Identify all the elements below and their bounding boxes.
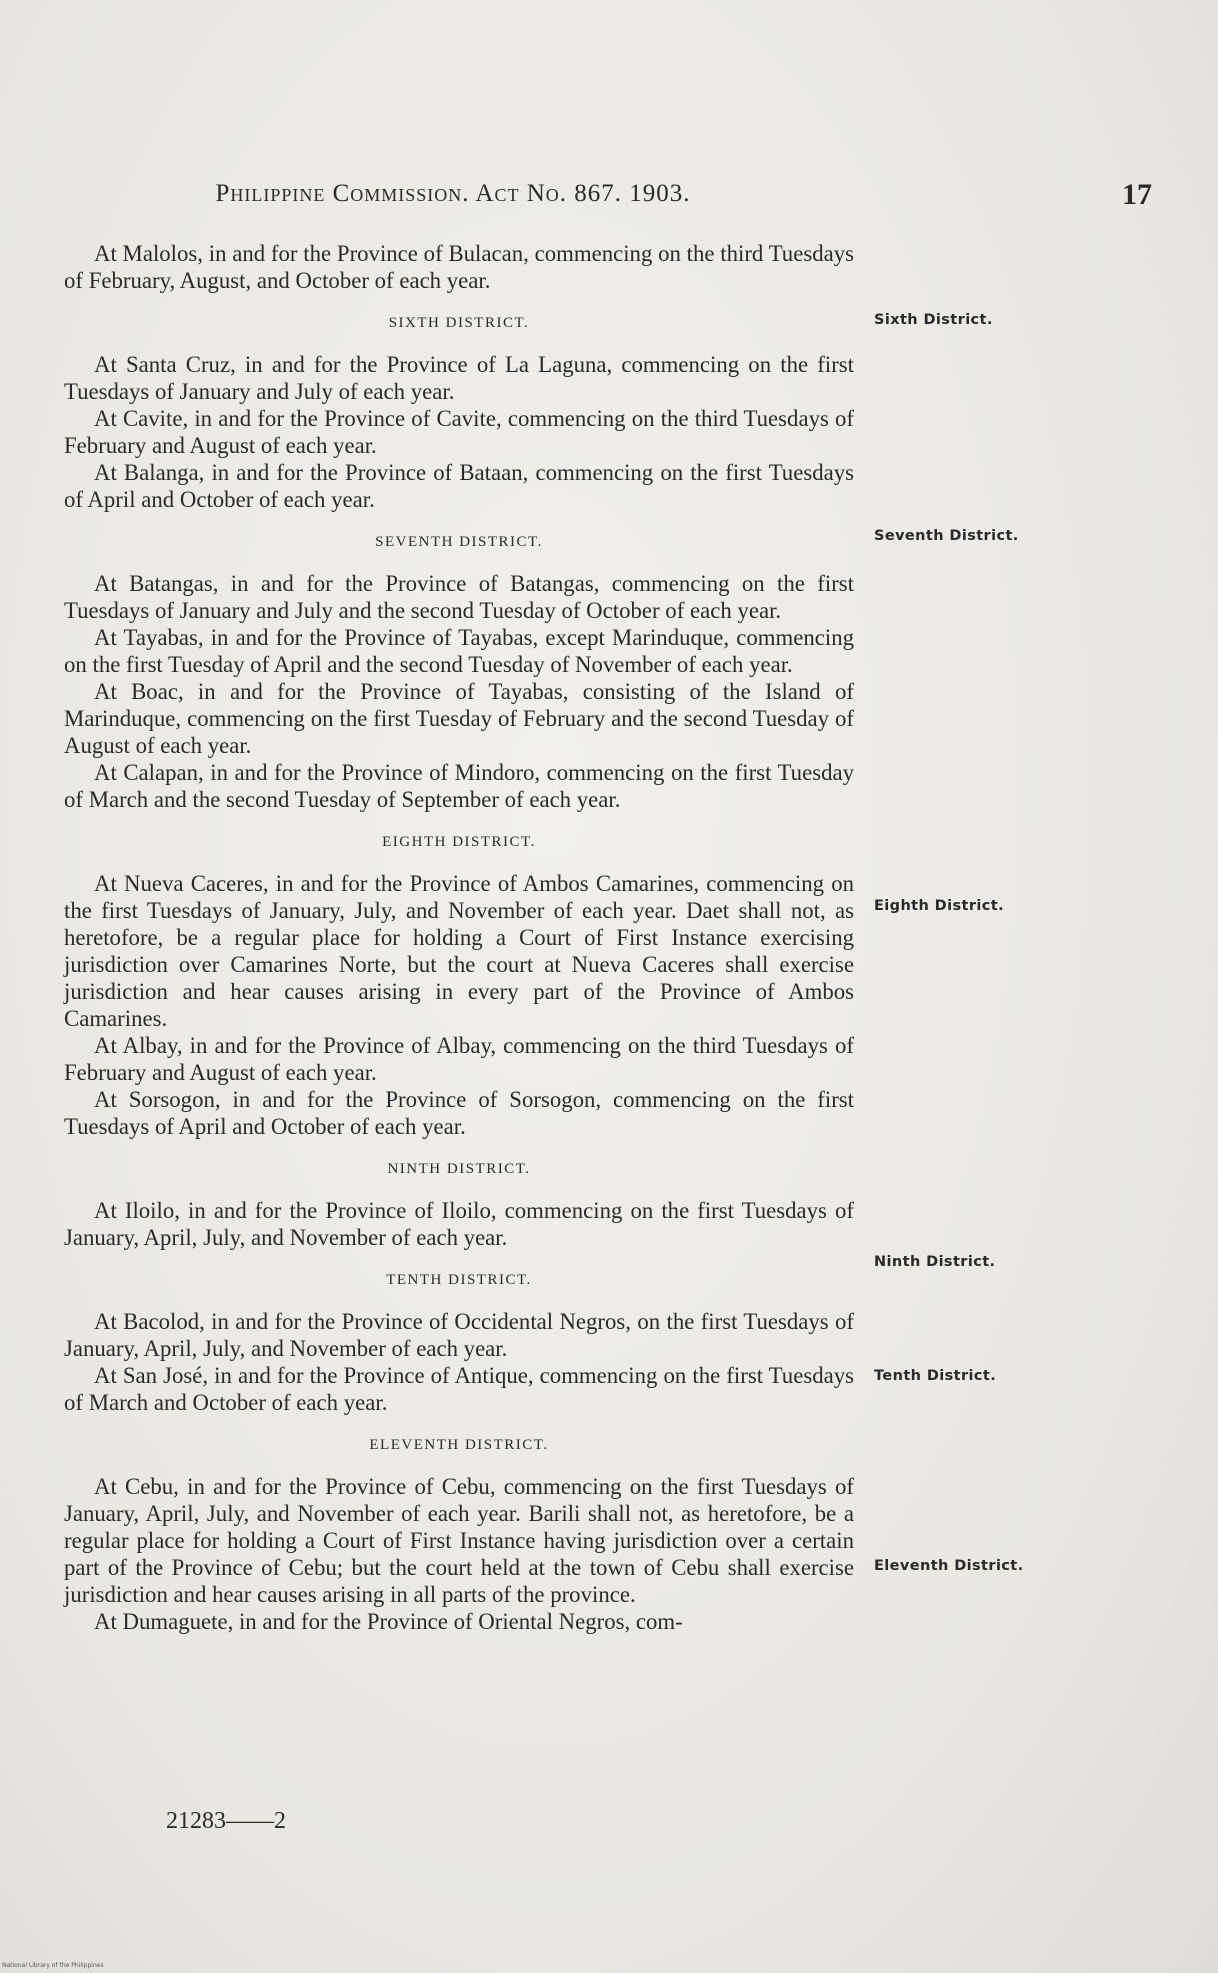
- running-head: Philippine Commission. Act No. 867. 1903.: [215, 180, 691, 207]
- heading-ninth-district: NINTH DISTRICT.: [387, 1161, 531, 1177]
- page-number: 17: [1122, 178, 1152, 211]
- paragraph-santa-cruz: At Santa Cruz, in and for the Province of La Laguna, commencing on the first Tuesdays of January and July of each year.: [64, 352, 854, 404]
- paragraph-balanga: At Balanga, in and for the Province of Bataan, commencing on the first Tuesdays of April and October of each year.: [64, 460, 854, 512]
- paragraph-dumaguete: At Dumaguete, in and for the Province of Oriental Negros, com-: [94, 1609, 683, 1634]
- sidenote-eleventh-district: Eleventh District.: [874, 1558, 1024, 1574]
- heading-eighth-district: EIGHTH DISTRICT.: [382, 834, 536, 850]
- paragraph-calapan: At Calapan, in and for the Province of Mindoro, commencing on the first Tuesday of March and the second Tuesday of September of each year.: [64, 760, 854, 812]
- heading-seventh-district: SEVENTH DISTRICT.: [375, 534, 543, 550]
- sidenote-eighth-district: Eighth District.: [874, 898, 1005, 914]
- paragraph-malolos: At Malolos, in and for the Province of Bulacan, commencing on the third Tuesdays of February, August, and October of each year.: [64, 241, 854, 293]
- paragraph-sorsogon: At Sorsogon, in and for the Province of Sorsogon, commencing on the first Tuesdays of April and October of each year.: [64, 1087, 854, 1139]
- heading-tenth-district: TENTH DISTRICT.: [386, 1272, 532, 1288]
- paragraph-iloilo: At Iloilo, in and for the Province of Iloilo, commencing on the first Tuesdays of January, April, July, and November of each year.: [64, 1198, 854, 1250]
- paragraph-nueva-caceres: At Nueva Caceres, in and for the Province of Ambos Camarines, commencing on the first Tuesdays of January, July, and November of each year. Daet shall not, as heretofore, be a regular place for holding a Court of First Instance exercising jurisdiction over Camarines Norte, but the court at Nueva Caceres shall exercise jurisdiction and hear causes arising in every part of the Province of Ambos Camarines.: [64, 871, 854, 1031]
- sidenote-seventh-district: Seventh District.: [874, 528, 1019, 544]
- paragraph-batangas: At Batangas, in and for the Province of Batangas, commencing on the first Tuesdays of January and July and the second Tuesday of October of each year.: [64, 571, 854, 623]
- archive-note: National Library of the Philippines: [2, 1962, 104, 1969]
- paragraph-albay: At Albay, in and for the Province of Albay, commencing on the third Tuesdays of February and August of each year.: [64, 1033, 854, 1085]
- paragraph-bacolod: At Bacolod, in and for the Province of Occidental Negros, on the first Tuesdays of January, April, July, and November of each year.: [64, 1309, 854, 1361]
- paragraph-boac: At Boac, in and for the Province of Tayabas, consisting of the Island of Marinduque, commencing on the first Tuesday of February and the second Tuesday of August of each year.: [64, 679, 854, 758]
- paragraph-san-jose: At San José, in and for the Province of Antique, commencing on the first Tuesdays of March and October of each year.: [64, 1363, 854, 1415]
- paragraph-cebu: At Cebu, in and for the Province of Cebu, commencing on the first Tuesdays of January, April, July, and November of each year. Barili shall not, as heretofore, be a regular place for holding a Court of First Instance having jurisdiction over a certain part of the Province of Cebu; but the court held at the town of Cebu shall exercise jurisdiction and hear causes arising in all parts of the province.: [64, 1474, 854, 1607]
- sidenote-sixth-district: Sixth District.: [874, 312, 993, 328]
- signature-mark: 21283——2: [166, 1808, 286, 1834]
- paragraph-cavite: At Cavite, in and for the Province of Cavite, commencing on the third Tuesdays of February and August of each year.: [64, 406, 854, 458]
- sidenote-tenth-district: Tenth District.: [874, 1368, 997, 1384]
- heading-sixth-district: SIXTH DISTRICT.: [388, 315, 530, 331]
- sidenote-ninth-district: Ninth District.: [874, 1254, 996, 1270]
- heading-eleventh-district: ELEVENTH DISTRICT.: [369, 1437, 549, 1453]
- body-text: [64, 240, 854, 1635]
- paragraph-tayabas: At Tayabas, in and for the Province of Tayabas, except Marinduque, commencing on the first Tuesday of April and the second Tuesday of November of each year.: [64, 625, 854, 677]
